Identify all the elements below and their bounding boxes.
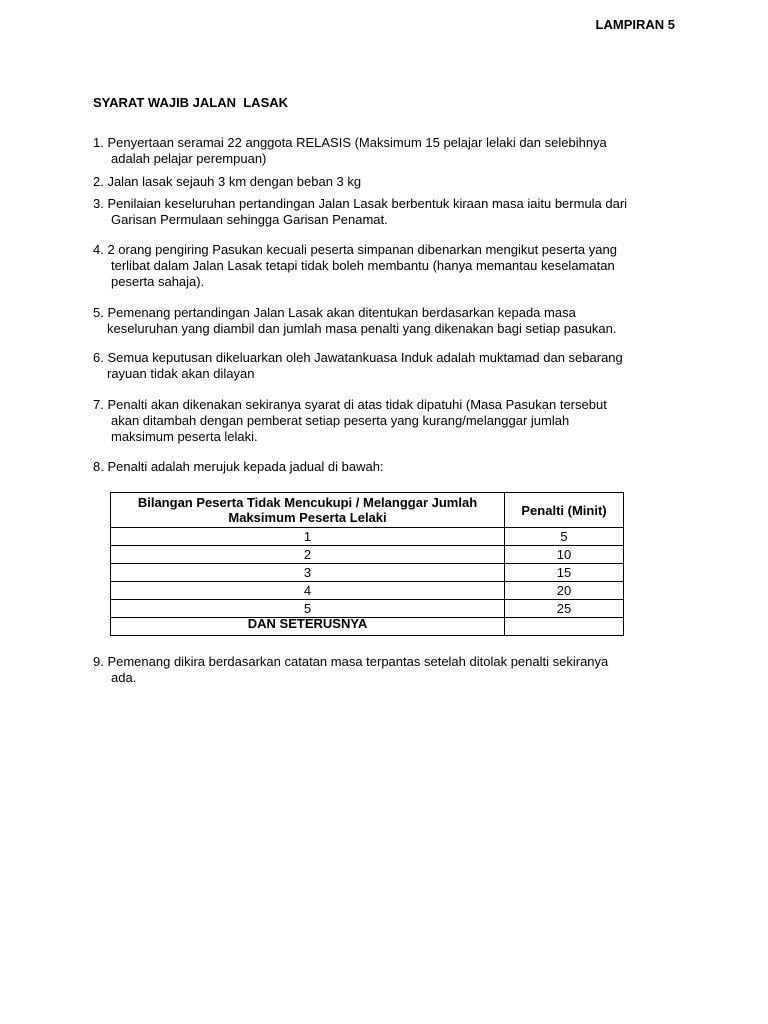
- rule-text-continued: adalah pelajar perempuan): [111, 151, 267, 166]
- rule-item-6: [93, 350, 677, 382]
- participant-count-cell: 1: [111, 528, 505, 546]
- rule-text-continued: peserta sahaja).: [111, 274, 205, 289]
- table-header-row: [111, 493, 624, 528]
- and-so-on-value-cell: [505, 618, 624, 636]
- rule-text-continued: terlibat dalam Jalan Lasak tetapi tidak boleh membantu (hanya memantau keselamatan: [111, 258, 615, 273]
- column-header-line: Bilangan Peserta Tidak Mencukupi / Melanggar Jumlah: [137, 495, 478, 510]
- appendix-label: LAMPIRAN 5: [595, 17, 675, 32]
- table-row: [111, 564, 624, 582]
- column-header-penalty: Penalti (Minit): [505, 493, 624, 528]
- rule-number: 4.: [93, 242, 104, 257]
- rule-text: 2 orang pengiring Pasukan kecuali peserta simpanan dibenarkan mengikut peserta yang: [107, 242, 617, 257]
- rule-item-5: [93, 305, 677, 337]
- table-footer-row: [111, 618, 624, 636]
- rule-text: Jalan lasak sejauh 3 km dengan beban 3 kg: [103, 174, 362, 189]
- rule-text: Penalti adalah merujuk kepada jadual di bawah:: [103, 459, 384, 474]
- penalty-minutes-cell: 25: [505, 600, 624, 618]
- column-header-line: Maksimum Peserta Lelaki: [228, 510, 387, 525]
- rule-text-continued: maksimum peserta lelaki.: [111, 429, 258, 444]
- rule-text-continued: ada.: [111, 670, 137, 685]
- table-row: [111, 546, 624, 564]
- penalty-minutes-cell: 20: [505, 582, 624, 600]
- penalty-table: [110, 492, 624, 636]
- rule-text-continued: keseluruhan yang diambil dan jumlah masa penalti yang dikenakan bagi setiap pasukan.: [107, 321, 617, 336]
- rule-text: Penyertaan seramai 22 anggota RELASIS (Maksimum 15 pelajar lelaki dan selebihnya: [103, 135, 607, 150]
- column-header-participants: [111, 493, 505, 528]
- rule-number: 6.: [93, 350, 104, 365]
- rule-text: Semua keputusan dikeluarkan oleh Jawatankuasa Induk adalah muktamad dan sebarang: [107, 350, 623, 365]
- rule-item-1: [93, 135, 677, 167]
- rule-item-8: [93, 459, 677, 475]
- rule-text-continued: rayuan tidak akan dilayan: [107, 366, 255, 381]
- penalty-minutes-cell: 15: [505, 564, 624, 582]
- rule-number: 3.: [93, 196, 104, 211]
- penalty-minutes-cell: 5: [505, 528, 624, 546]
- rule-item-9: [93, 654, 677, 686]
- rule-text: Pemenang pertandingan Jalan Lasak akan ditentukan berdasarkan kepada masa: [107, 305, 576, 320]
- participant-count-cell: 4: [111, 582, 505, 600]
- rule-text: Penalti akan dikenakan sekiranya syarat di atas tidak dipatuhi (Masa Pasukan tersebut: [103, 397, 607, 412]
- rule-text: Pemenang dikira berdasarkan catatan masa terpantas setelah ditolak penalti sekiranya: [103, 654, 609, 669]
- rule-number: 5.: [93, 305, 104, 320]
- rule-number: 8.: [93, 459, 104, 474]
- rule-item-7: [93, 397, 677, 445]
- participant-count-cell: 3: [111, 564, 505, 582]
- table-row: [111, 582, 624, 600]
- table-row: [111, 528, 624, 546]
- participant-count-cell: 5: [111, 600, 505, 618]
- rule-number: 1.: [93, 135, 104, 150]
- document-title: SYARAT WAJIB JALAN LASAK: [93, 95, 289, 110]
- table-row: [111, 600, 624, 618]
- rule-number: 7.: [93, 397, 104, 412]
- rule-item-2: [93, 174, 677, 190]
- penalty-minutes-cell: 10: [505, 546, 624, 564]
- rule-item-3: [93, 196, 677, 228]
- participant-count-cell: 2: [111, 546, 505, 564]
- rule-number: 9.: [93, 654, 104, 669]
- rule-text-continued: Garisan Permulaan sehingga Garisan Penamat.: [111, 212, 388, 227]
- and-so-on-cell: DAN SETERUSNYA: [111, 618, 505, 636]
- rule-number: 2.: [93, 174, 104, 189]
- rule-item-4: [93, 242, 677, 290]
- rule-text: Penilaian keseluruhan pertandingan Jalan Lasak berbentuk kiraan masa iaitu bermula dari: [107, 196, 628, 211]
- rule-text-continued: akan ditambah dengan pemberat setiap peserta yang kurang/melanggar jumlah: [111, 413, 570, 428]
